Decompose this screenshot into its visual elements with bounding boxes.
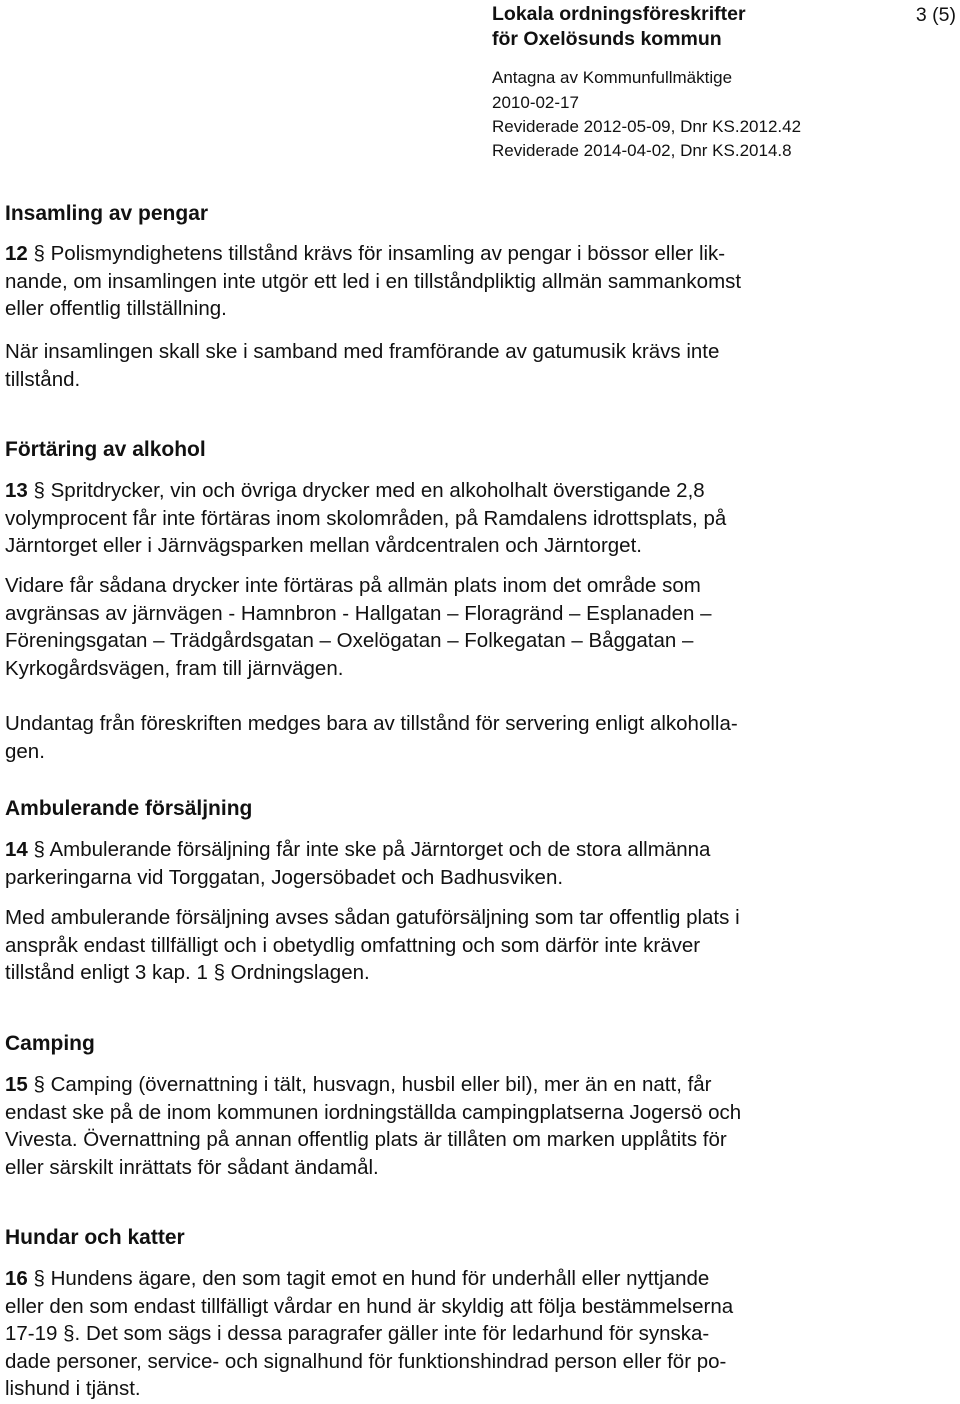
paragraph-line: Vidare får sådana drycker inte förtäras på allmän plats inom det område som	[5, 574, 701, 597]
paragraph-line: Föreningsgatan – Trädgårdsgatan – Oxelögatan – Folkegatan – Båggatan –	[5, 629, 694, 652]
paragraph-16-line: lishund i tjänst.	[5, 1377, 141, 1400]
paragraph-line: avgränsas av järnvägen - Hamnbron - Hallgatan – Floragränd – Esplanaden –	[5, 601, 712, 625]
paragraph-alkohol-area	[5, 572, 945, 682]
paragraph-14-line: parkeringarna vid Torggatan, Jogersöbadet och Badhusviken.	[5, 865, 564, 889]
section-sign-icon: §	[33, 479, 45, 502]
paragraph-14-text: Ambulerande försäljning får inte ske på Järntorget och de stora allmänna	[44, 838, 711, 861]
definition-text: tillstånd enligt 3 kap. 1	[5, 961, 208, 984]
paragraph-line: Undantag från föreskriften medges bara av tillstånd för servering enligt alkoholla-	[5, 712, 738, 735]
paragraph-13	[5, 477, 945, 560]
heading-camping: Camping	[5, 1032, 95, 1055]
paragraph-16-line	[5, 1320, 945, 1348]
paragraph-16-line	[5, 1265, 945, 1293]
paragraph-number-13: 13	[5, 479, 28, 502]
paragraph-12-line	[5, 240, 945, 268]
paragraph-line: anspråk endast tillfälligt och i obetydlig omfattning och som därför inte kräver	[5, 933, 701, 957]
adoption-date: 2010-02-17	[492, 93, 579, 112]
paragraph-15-line: endast ske på de inom kommunen iordningställda campingplatserna Jogersö och	[5, 1100, 742, 1124]
paragraph-15-line: eller särskilt inrättats för sådant ändamål.	[5, 1155, 379, 1179]
paragraph-12-text: Polismyndighetens tillstånd krävs för insamling av pengar i bössor eller lik-	[44, 242, 726, 265]
paragraph-16-line: eller den som endast tillfälligt vårdar en hund är skyldig att följa bestämmelserna	[5, 1294, 734, 1318]
paragraph-line: Kyrkogårdsvägen, fram till järnvägen.	[5, 656, 344, 680]
paragraph-12-line: nande, om insamlingen inte utgör ett led i en tillståndpliktig allmän sammankomst	[5, 269, 742, 293]
paragraph-13-text: Spritdrycker, vin och övriga drycker med en alkoholhalt överstigande 2,8	[44, 479, 705, 502]
paragraph-number-14: 14	[5, 838, 28, 861]
section-sign-icon: §	[33, 1073, 45, 1096]
adoption-label: Antagna av Kommunfullmäktige	[492, 68, 733, 87]
revision-2014: Reviderade 2014-04-02, Dnr KS.2014.8	[492, 141, 792, 160]
section-sign-icon: §	[33, 838, 45, 861]
heading-alkohol: Förtäring av alkohol	[5, 438, 206, 461]
definition-text: Ordningslagen.	[224, 961, 370, 984]
paragraph-line: Med ambulerande försäljning avses sådan gatuförsäljning som tar offentlig plats i	[5, 906, 740, 929]
paragraph-number-15: 15	[5, 1073, 28, 1096]
document-title-line-1: Lokala ordningsföreskrifter	[492, 3, 746, 25]
paragraph-15	[5, 1071, 945, 1181]
paragraph-16-line: dade personer, service- och signalhund för funktionshindrad person eller för po-	[5, 1349, 727, 1373]
paragraph-12	[5, 240, 945, 323]
heading-insamling: Insamling av pengar	[5, 202, 209, 225]
section-sign-icon: §	[63, 1322, 75, 1345]
paragraph-15-text: Camping (övernattning i tält, husvagn, husbil eller bil), mer än en natt, får	[44, 1073, 712, 1096]
paragraph-line: gen.	[5, 739, 45, 763]
paragraph-number-16: 16	[5, 1267, 28, 1290]
paragraph-16	[5, 1265, 945, 1403]
paragraph-gatumusik	[5, 338, 945, 393]
paragraph-13-line: volymprocent får inte förtäras inom skolområden, på Ramdalens idrottsplats, på	[5, 506, 727, 530]
paragraph-16-text: 17-19	[5, 1322, 64, 1345]
paragraph-line: När insamlingen skall ske i samband med framförande av gatumusik krävs inte	[5, 340, 720, 363]
paragraph-14	[5, 836, 945, 891]
paragraph-12-line: eller offentlig tillställning.	[5, 297, 227, 320]
paragraph-13-line	[5, 477, 945, 505]
paragraph-16-text: . Det som sägs i dessa paragrafer gäller inte för ledarhund för synska-	[74, 1322, 710, 1345]
section-sign-icon: §	[33, 1267, 45, 1290]
paragraph-16-text: Hundens ägare, den som tagit emot en hund för underhåll eller nyttjande	[44, 1267, 710, 1290]
document-header	[492, 2, 958, 162]
paragraph-15-line: Vivesta. Övernattning på annan offentlig plats är tillåten om marken upplåtits för	[5, 1128, 727, 1151]
document-title-line-2: för Oxelösunds kommun	[492, 28, 722, 50]
paragraph-13-line: Järntorget eller i Järnvägsparken mellan vårdcentralen och Järntorget.	[5, 534, 642, 557]
paragraph-line	[5, 959, 945, 987]
section-sign-icon: §	[213, 961, 225, 984]
paragraph-number-12: 12	[5, 242, 28, 265]
heading-hundar: Hundar och katter	[5, 1226, 185, 1249]
paragraph-15-line	[5, 1071, 945, 1099]
paragraph-line: tillstånd.	[5, 367, 81, 391]
paragraph-alkohol-exception	[5, 710, 945, 765]
heading-ambulerande: Ambulerande försäljning	[5, 797, 253, 820]
page-number: 3 (5)	[915, 4, 956, 26]
revision-2012: Reviderade 2012-05-09, Dnr KS.2012.42	[492, 117, 802, 136]
paragraph-14-line	[5, 836, 945, 864]
paragraph-ambulerande-definition	[5, 904, 945, 987]
section-sign-icon: §	[33, 242, 45, 265]
